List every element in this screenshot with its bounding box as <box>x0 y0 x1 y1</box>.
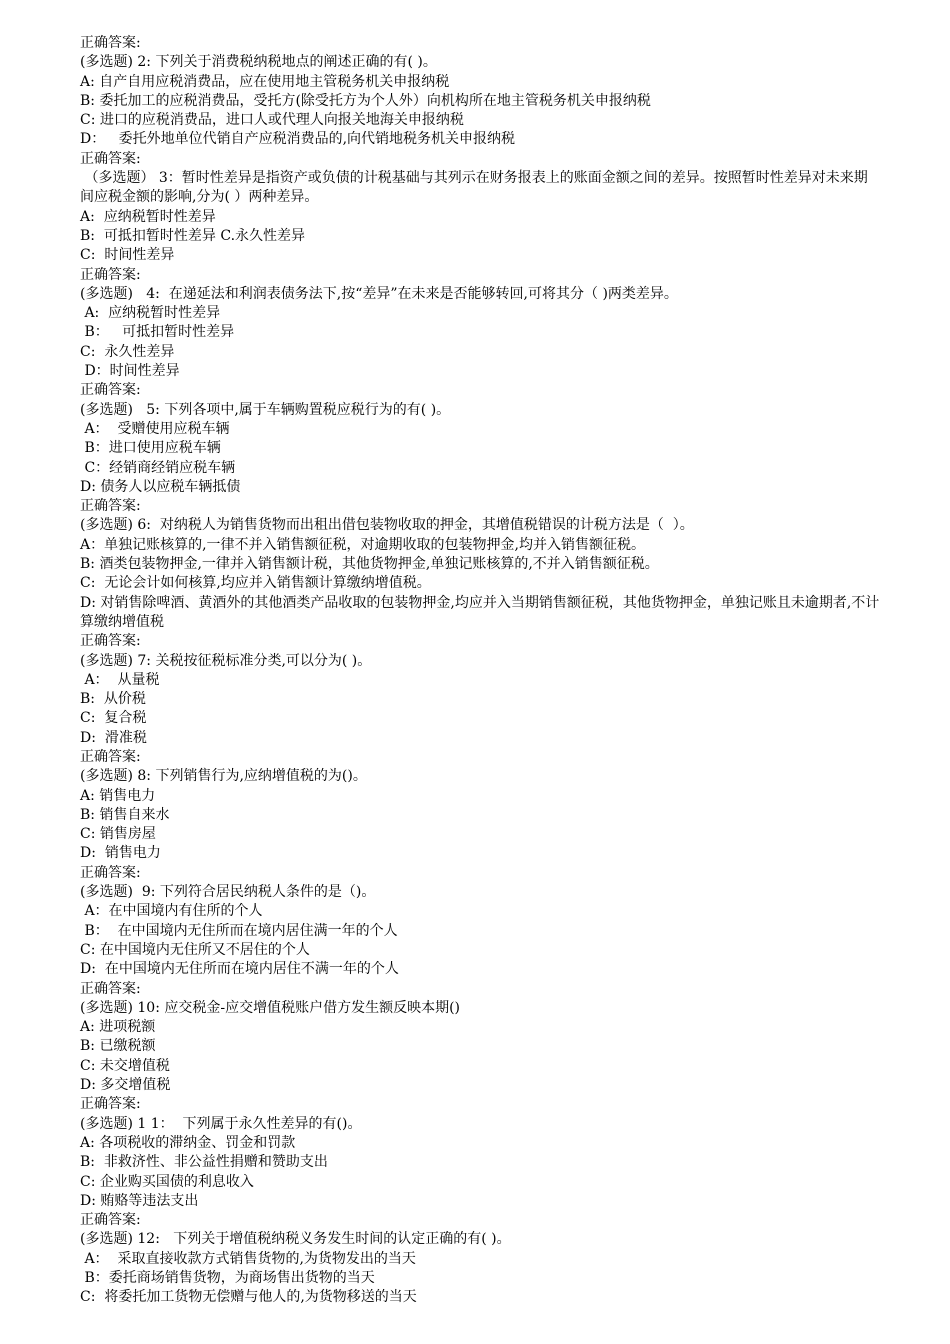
answer-label: 正确答案: <box>80 35 141 51</box>
option-d: D： 委托外地单位代销自产应税消费品的,向代销地税务机关申报纳税 <box>80 131 516 148</box>
option-d: D: 贿赂等违法支出 <box>80 1192 199 1209</box>
question-12 <box>80 1230 880 1307</box>
option-a: A: 销售电力 <box>80 787 156 804</box>
option-a: A: 应纳税暂时性差异 <box>80 208 216 225</box>
question-7 <box>80 652 880 768</box>
option-c: C: 未交增值税 <box>80 1057 170 1074</box>
question-4 <box>80 285 880 401</box>
question-stem: (多选题) 7: 关税按征税标准分类,可以分为( )。 <box>80 652 372 669</box>
option-b: B: 委托加工的应税消费品，受托方(除受托方为个人外）向机构所在地主管税务机关申报纳税 <box>80 92 651 109</box>
option-b: B: 从价税 <box>80 691 146 708</box>
question-9 <box>80 883 880 999</box>
option-d: D: 销售电力 <box>80 845 161 862</box>
option-c: C: 复合税 <box>80 710 147 727</box>
option-c: C: 进口的应税消费品，进口人或代理人向报关地海关申报纳税 <box>80 112 464 129</box>
option-b: B: 可抵扣暂时性差异 C.永久性差异 <box>80 227 306 244</box>
question-stem: (多选题) 5: 下列各项中,属于车辆购置税应税行为的有( )。 <box>80 401 451 418</box>
option-b: B: 销售自来水 <box>80 806 170 823</box>
option-a: A：在中国境内有住所的个人 <box>80 903 263 920</box>
question-2 <box>80 53 880 169</box>
option-b: B： 可抵扣暂时性差异 <box>80 324 235 341</box>
option-b: B: 酒类包装物押金,一律并入销售额计税，其他货物押金,单独记账核算的,不并入销售额征税。 <box>80 556 659 573</box>
answer-label: 正确答案: <box>80 1096 141 1113</box>
question-stem: (多选题) 12: 下列关于增值税纳税义务发生时间的认定正确的有( )。 <box>80 1231 511 1248</box>
document-page <box>80 34 880 1308</box>
question-1 <box>80 34 880 53</box>
option-a: A: 应纳税暂时性差异 <box>80 305 221 322</box>
option-d: D: 债务人以应税车辆抵债 <box>80 478 241 495</box>
option-c: C: 无论会计如何核算,均应并入销售额计算缴纳增值税。 <box>80 575 431 592</box>
answer-label: 正确答案: <box>80 150 141 167</box>
option-a: A： 受赠使用应税车辆 <box>80 420 230 437</box>
option-b: B： 在中国境内无住所而在境内居住满一年的个人 <box>80 922 398 939</box>
answer-label: 正确答案: <box>80 748 141 765</box>
question-stem: (多选题) 2: 下列关于消费税纳税地点的阐述正确的有( )。 <box>80 54 437 71</box>
answer-label: 正确答案: <box>80 633 141 650</box>
question-5 <box>80 401 880 517</box>
answer-label: 正确答案: <box>80 980 141 997</box>
question-stem: (多选题) 1 1： 下列属于永久性差异的有()。 <box>80 1115 362 1132</box>
question-stem: (多选题) 6: 对纳税人为销售货物而出租出借包装物收取的押金，其增值税错误的计税方法是（ ）。 <box>80 517 694 534</box>
answer-label: 正确答案: <box>80 1212 141 1229</box>
option-d: D: 在中国境内无住所而在境内居住不满一年的个人 <box>80 961 399 978</box>
option-b: B：进口使用应税车辆 <box>80 440 221 457</box>
option-a: A: 自产自用应税消费品，应在使用地主管税务机关申报纳税 <box>80 73 450 90</box>
option-a: A: 各项税收的滞纳金、罚金和罚款 <box>80 1134 296 1151</box>
answer-label: 正确答案: <box>80 498 141 515</box>
option-c: C: 将委托加工货物无偿赠与他人的,为货物移送的当天 <box>80 1289 417 1306</box>
question-stem: (多选题) 8: 下列销售行为,应纳增值税的为()。 <box>80 768 367 785</box>
question-8 <box>80 767 880 883</box>
option-b: B：委托商场销售货物，为商场售出货物的当天 <box>80 1270 375 1286</box>
option-c: C: 在中国境内无住所又不居住的个人 <box>80 941 310 958</box>
option-d: D: 对销售除啤酒、黄酒外的其他酒类产品收取的包装物押金,均应并入当期销售额征税，其他货物押金，单独记账且未逾期者,不计算缴纳增值税 <box>80 594 880 630</box>
option-a: A: 进项税额 <box>80 1019 156 1036</box>
answer-label: 正确答案: <box>80 382 141 399</box>
option-d: D: 多交增值税 <box>80 1077 171 1094</box>
answer-label: 正确答案: <box>80 864 141 881</box>
option-a: A：单独记账核算的,一律不并入销售额征税，对逾期收取的包装物押金,均并入销售额征税。 <box>80 536 646 553</box>
question-11 <box>80 1115 880 1231</box>
question-stem: （多选题） 3：暂时性差异是指资产或负债的计税基础与其列示在财务报表上的账面金额之间的差异。按照暂时性差异对未来期间应税金额的影响,分为( ）两种差异。 <box>80 170 868 206</box>
option-c: C: 时间性差异 <box>80 247 175 264</box>
option-b: B: 非救济性、非公益性捐赠和赞助支出 <box>80 1154 328 1171</box>
option-c: C: 销售房屋 <box>80 826 156 843</box>
option-c: C: 永久性差异 <box>80 343 175 360</box>
question-stem: (多选题) 10: 应交税金-应交增值税账户借方发生额反映本期() <box>80 999 461 1016</box>
option-b: B: 已缴税额 <box>80 1038 156 1055</box>
question-stem: (多选题) 9: 下列符合居民纳税人条件的是（)。 <box>80 884 376 901</box>
option-d: D: 滑准税 <box>80 729 147 746</box>
question-10 <box>80 999 880 1115</box>
option-a: A： 采取直接收款方式销售货物的,为货物发出的当天 <box>80 1250 416 1267</box>
question-stem: (多选题) 4: 在递延法和利润表债务法下,按“差异”在未来是否能够转回,可将其分（ )两类差异。 <box>80 285 678 302</box>
option-d: D：时间性差异 <box>80 363 180 380</box>
question-3 <box>80 169 880 285</box>
answer-label: 正确答案: <box>80 266 141 283</box>
question-6 <box>80 516 880 651</box>
option-c: C: 企业购买国债的利息收入 <box>80 1173 254 1190</box>
option-a: A： 从量税 <box>80 671 160 688</box>
option-c: C：经销商经销应税车辆 <box>80 459 236 476</box>
